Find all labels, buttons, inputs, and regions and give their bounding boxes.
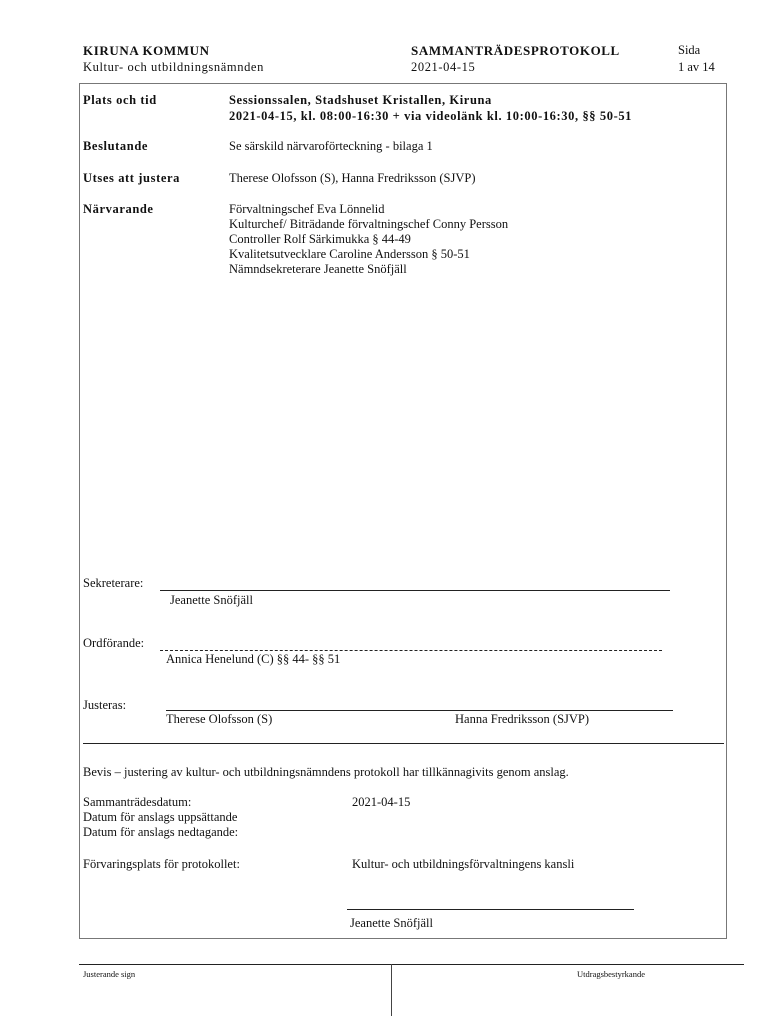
place-line-2: 2021-04-15, kl. 08:00-16:30 + via videolänk kl. 10:00-16:30, §§ 50-51 [229,109,633,123]
certificate-statement: Bevis – justering av kultur- och utbildningsnämndens protokoll har tillkännagivits genom anslag. [83,765,569,779]
footer-certified-extract: Utdragsbestyrkande [577,969,645,979]
storage-label: Förvaringsplats för protokollet: [83,857,240,871]
section-divider [83,743,724,744]
adjusters-label: Justeras: [83,698,127,712]
deciding-label: Beslutande [83,139,149,153]
present-item: Kvalitetsutvecklare Caroline Andersson § 50-51 [229,247,470,261]
chair-label: Ordförande: [83,636,145,650]
adjust-label: Utses att justera [83,171,180,185]
footer-line [79,964,744,965]
footer-separator [391,964,392,1016]
adjuster-1-name: Therese Olofsson (S) [166,712,273,726]
page-number: 1 av 14 [678,60,715,74]
removal-date-label: Datum för anslags nedtagande: [83,825,239,839]
secretary-label: Sekreterare: [83,576,144,590]
adjuster-2-name: Hanna Fredriksson (SJVP) [455,712,590,726]
present-item: Controller Rolf Särkimukka § 44-49 [229,232,411,246]
storage-value: Kultur- och utbildningsförvaltningens kansli [352,857,575,871]
signer-signature-line [347,909,634,910]
document-type: SAMMANTRÄDESPROTOKOLL [411,43,620,58]
place-line-1: Sessionssalen, Stadshuset Kristallen, Kiruna [229,93,492,107]
page-label: Sida [678,43,701,57]
adjusters-signature-line [166,710,673,711]
committee-name: Kultur- och utbildningsnämnden [83,60,264,74]
chair-signature-line [160,650,662,651]
present-label: Närvarande [83,202,154,216]
org-name: KIRUNA KOMMUN [83,43,210,58]
chair-name: Annica Henelund (C) §§ 44- §§ 51 [166,652,341,666]
posting-date-label: Datum för anslags uppsättande [83,810,238,824]
present-item: Förvaltningschef Eva Lönnelid [229,202,385,216]
place-label: Plats och tid [83,93,157,107]
present-item: Kulturchef/ Biträdande förvaltningschef Conny Persson [229,217,509,231]
meeting-date-value: 2021-04-15 [352,795,411,809]
signer-name: Jeanette Snöfjäll [350,916,433,930]
deciding-value: Se särskild närvaroförteckning - bilaga 1 [229,139,433,153]
secretary-name: Jeanette Snöfjäll [170,593,253,607]
meeting-date-label: Sammanträdesdatum: [83,795,192,809]
present-item: Nämndsekreterare Jeanette Snöfjäll [229,262,407,276]
adjust-value: Therese Olofsson (S), Hanna Fredriksson (SJVP) [229,171,476,185]
secretary-signature-line [160,590,670,591]
footer-adjusting-sign: Justerande sign [83,969,136,979]
document-date: 2021-04-15 [411,60,476,74]
